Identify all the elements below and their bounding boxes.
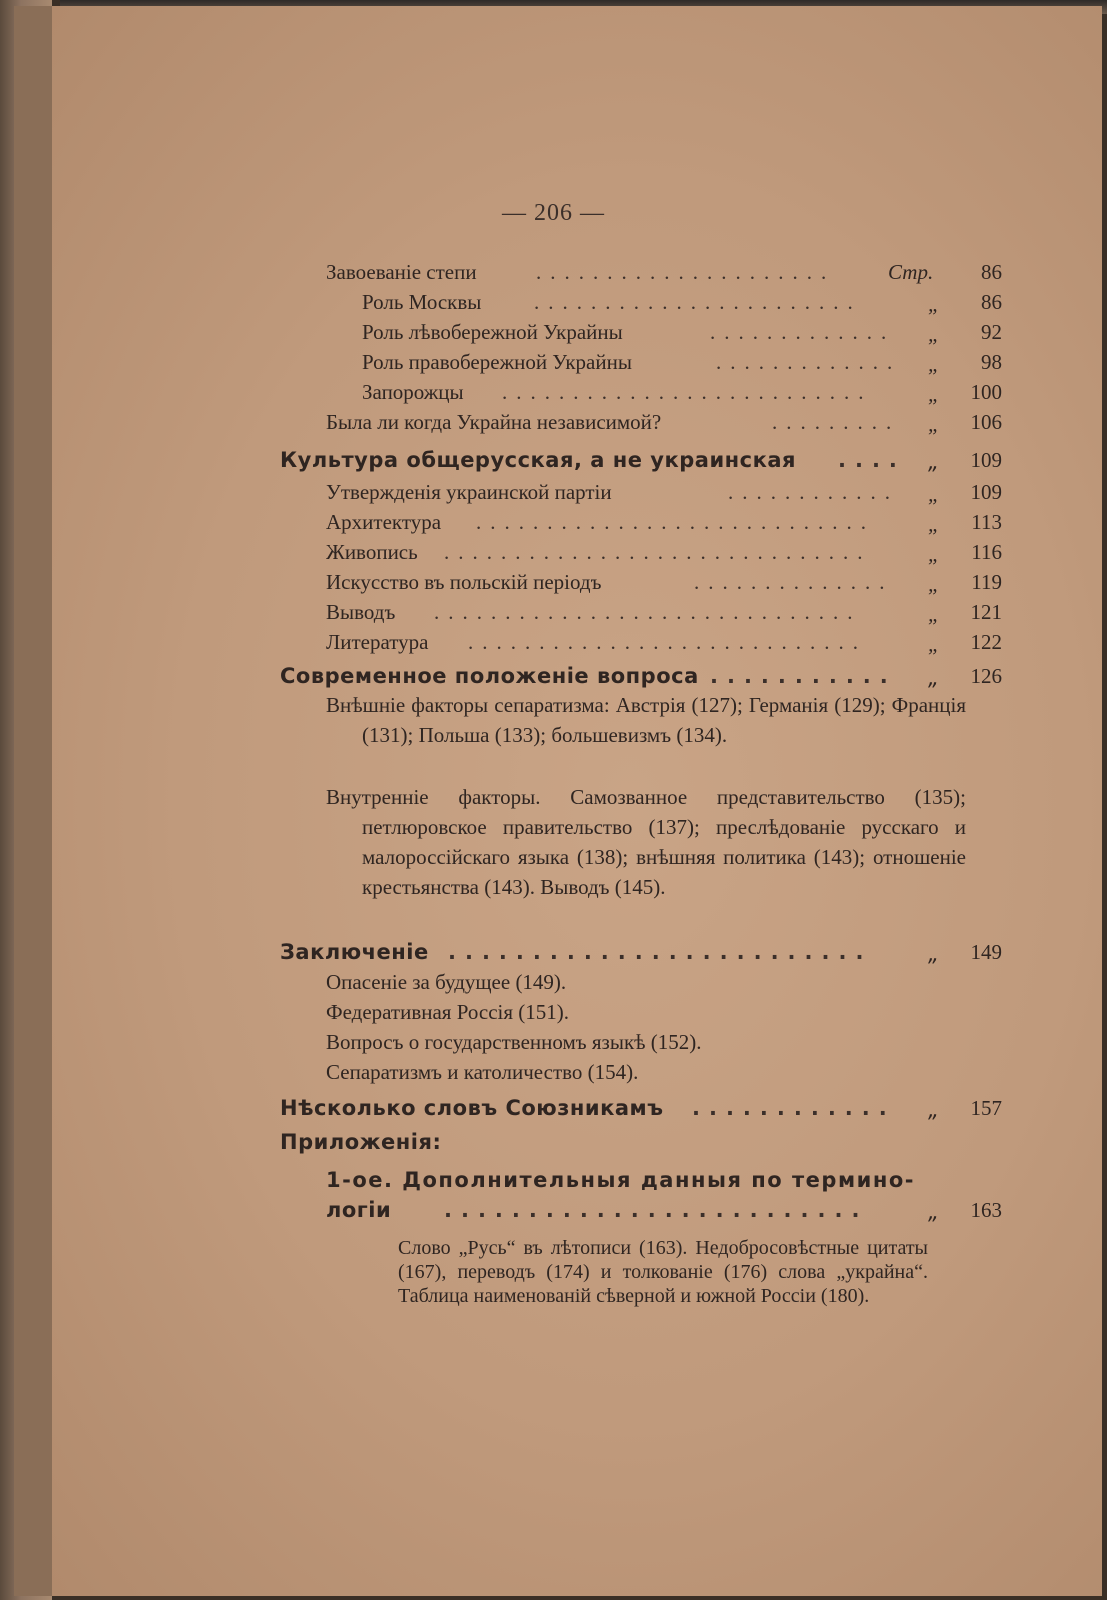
dot-leader: ......................... xyxy=(444,1198,869,1222)
toc-entry-title: Культура общерусская, а не украинская xyxy=(280,448,797,472)
toc-section-heading xyxy=(280,448,962,472)
toc-entry-marker: „ xyxy=(928,322,940,346)
toc-entry-marker: „ xyxy=(928,942,940,966)
dot-leader: ............ xyxy=(692,1096,896,1120)
toc-section-heading xyxy=(280,1096,962,1120)
toc-entry-page: 109 xyxy=(970,480,1002,504)
toc-entry-title: Запорожцы xyxy=(362,380,464,404)
dot-leader: ......................... xyxy=(448,940,873,964)
toc-section-heading xyxy=(280,1130,441,1154)
list-item: Вопросъ о государственномъ языкѣ (152). xyxy=(326,1030,702,1054)
toc-entry-page: 116 xyxy=(971,540,1002,564)
dot-leader: ............ xyxy=(728,480,899,504)
dot-leader: .... xyxy=(838,448,906,472)
toc-entry-page: 113 xyxy=(971,510,1002,534)
toc-entry-title: 1-ое. Дополнительныя данныя по термино- xyxy=(326,1168,915,1192)
toc-entry-title: Современное положеніе вопроса xyxy=(280,664,699,688)
dot-leader: .............................. xyxy=(434,600,862,624)
dot-leader: ......... xyxy=(772,410,901,434)
toc-entry-page: 98 xyxy=(981,350,1002,374)
toc-entry-page: 92 xyxy=(981,320,1002,344)
dot-leader: ............................ xyxy=(476,510,875,534)
toc-entry-title: Заключеніе xyxy=(280,940,429,964)
dot-leader: ............. xyxy=(710,320,896,344)
toc-entry-marker: „ xyxy=(928,666,940,690)
toc-entry-title: Приложенія: xyxy=(280,1130,442,1154)
toc-entry-title: Завоеваніе степи xyxy=(326,260,477,284)
toc-entry xyxy=(326,480,962,505)
dot-leader: .......................... xyxy=(502,380,873,404)
toc-entry xyxy=(326,510,962,535)
toc-entry xyxy=(326,410,962,435)
toc-entry-marker: „ xyxy=(928,1098,940,1122)
toc-entry xyxy=(326,540,962,565)
toc-entry-marker: „ xyxy=(928,450,940,474)
dot-leader: ..................... xyxy=(536,260,836,284)
toc-entry xyxy=(326,630,962,655)
dot-leader: .............. xyxy=(694,570,894,594)
toc-entry-title: Роль лѣвобережной Украйны xyxy=(362,320,623,344)
section-description: Внутренніе факторы. Самозванное представительство (135); петлюровское правительство (137); преслѣдованіе русскаго и малороссійскаго языка (138); внѣшняя политика (143); отношеніе крестьянства (143). Выводъ (145). xyxy=(326,785,966,899)
toc-entry-title: Архитектура xyxy=(326,510,442,534)
toc-entry-page: 149 xyxy=(970,940,1002,964)
toc-entry xyxy=(362,380,962,405)
toc-entry-marker: „ xyxy=(928,512,940,536)
toc-entry-page: 126 xyxy=(970,664,1002,688)
list-item: Федеративная Россія (151). xyxy=(326,1000,570,1024)
toc-entry-title: Выводъ xyxy=(326,600,396,624)
toc-entry-marker: „ xyxy=(928,382,940,406)
toc-entry-marker: „ xyxy=(928,1200,940,1224)
dot-leader: .............................. xyxy=(444,540,872,564)
toc-entry-title: Была ли когда Украйна независимой? xyxy=(326,410,662,434)
toc-entry-title: Роль Москвы xyxy=(362,290,482,314)
toc-entry-page: 157 xyxy=(970,1096,1002,1120)
toc-entry-title: Живопись xyxy=(326,540,418,564)
toc-entry-title-continuation: логіи xyxy=(326,1198,392,1222)
toc-entry-page: 119 xyxy=(971,570,1002,594)
section-description: Внѣшніе факторы сепаратизма: Австрія (127); Германія (129); Франція (131); Польша (133); большевизмъ (134). xyxy=(326,693,966,747)
page-number: — 206 — xyxy=(502,200,605,226)
toc-entry-title: Искусство въ польскій періодъ xyxy=(326,570,602,594)
toc-section-heading xyxy=(280,940,962,964)
toc-entry-marker: „ xyxy=(928,542,940,566)
toc-entry xyxy=(362,290,962,315)
toc-section-heading xyxy=(280,664,962,688)
toc-entry-marker: „ xyxy=(928,602,940,626)
toc-entry xyxy=(326,600,962,625)
toc-entry xyxy=(326,570,962,595)
toc-entry-marker: „ xyxy=(928,572,940,596)
toc-entry-page: 122 xyxy=(970,630,1002,654)
toc-entry-marker: „ xyxy=(928,292,940,316)
toc-entry xyxy=(326,260,962,285)
toc-entry xyxy=(362,320,962,345)
toc-entry-marker: Стр. xyxy=(888,260,934,284)
toc-entry-page: 86 xyxy=(981,260,1002,284)
dot-leader: ............................ xyxy=(468,630,867,654)
list-item: Опасеніе за будущее (149). xyxy=(326,970,567,994)
toc-entry-marker: „ xyxy=(928,412,940,436)
dot-leader: ....................... xyxy=(534,290,862,314)
toc-section-heading xyxy=(326,1198,962,1222)
toc-entry-title: Утвержденія украинской партіи xyxy=(326,480,612,504)
toc-entry-marker: „ xyxy=(928,632,940,656)
toc-entry-title: Роль правобережной Украйны xyxy=(362,350,632,374)
toc-entry-marker: „ xyxy=(928,482,940,506)
toc-entry-page: 163 xyxy=(970,1198,1002,1222)
toc-entry xyxy=(362,350,962,375)
toc-entry-title: Нѣсколько словъ Союзникамъ xyxy=(280,1096,664,1120)
toc-entry-page: 86 xyxy=(981,290,1002,314)
toc-entry-marker: „ xyxy=(928,352,940,376)
appendix-description: Слово „Русь“ въ лѣтописи (163). Недобросовѣстные цитаты (167), переводъ (174) и толкованіе (176) слова „украйна“. Таблица наименованій сѣверной и южной Россіи (180). xyxy=(398,1237,928,1307)
toc-entry-page: 100 xyxy=(970,380,1002,404)
toc-entry-title: Литература xyxy=(326,630,429,654)
dot-leader: ............. xyxy=(716,350,902,374)
toc-entry-page: 106 xyxy=(970,410,1002,434)
list-item: Сепаратизмъ и католичество (154). xyxy=(326,1060,639,1084)
toc-entry-page: 109 xyxy=(970,448,1002,472)
toc-entry-page: 121 xyxy=(970,600,1002,624)
dot-leader: ........... xyxy=(710,664,897,688)
toc-section-heading xyxy=(326,1168,926,1192)
